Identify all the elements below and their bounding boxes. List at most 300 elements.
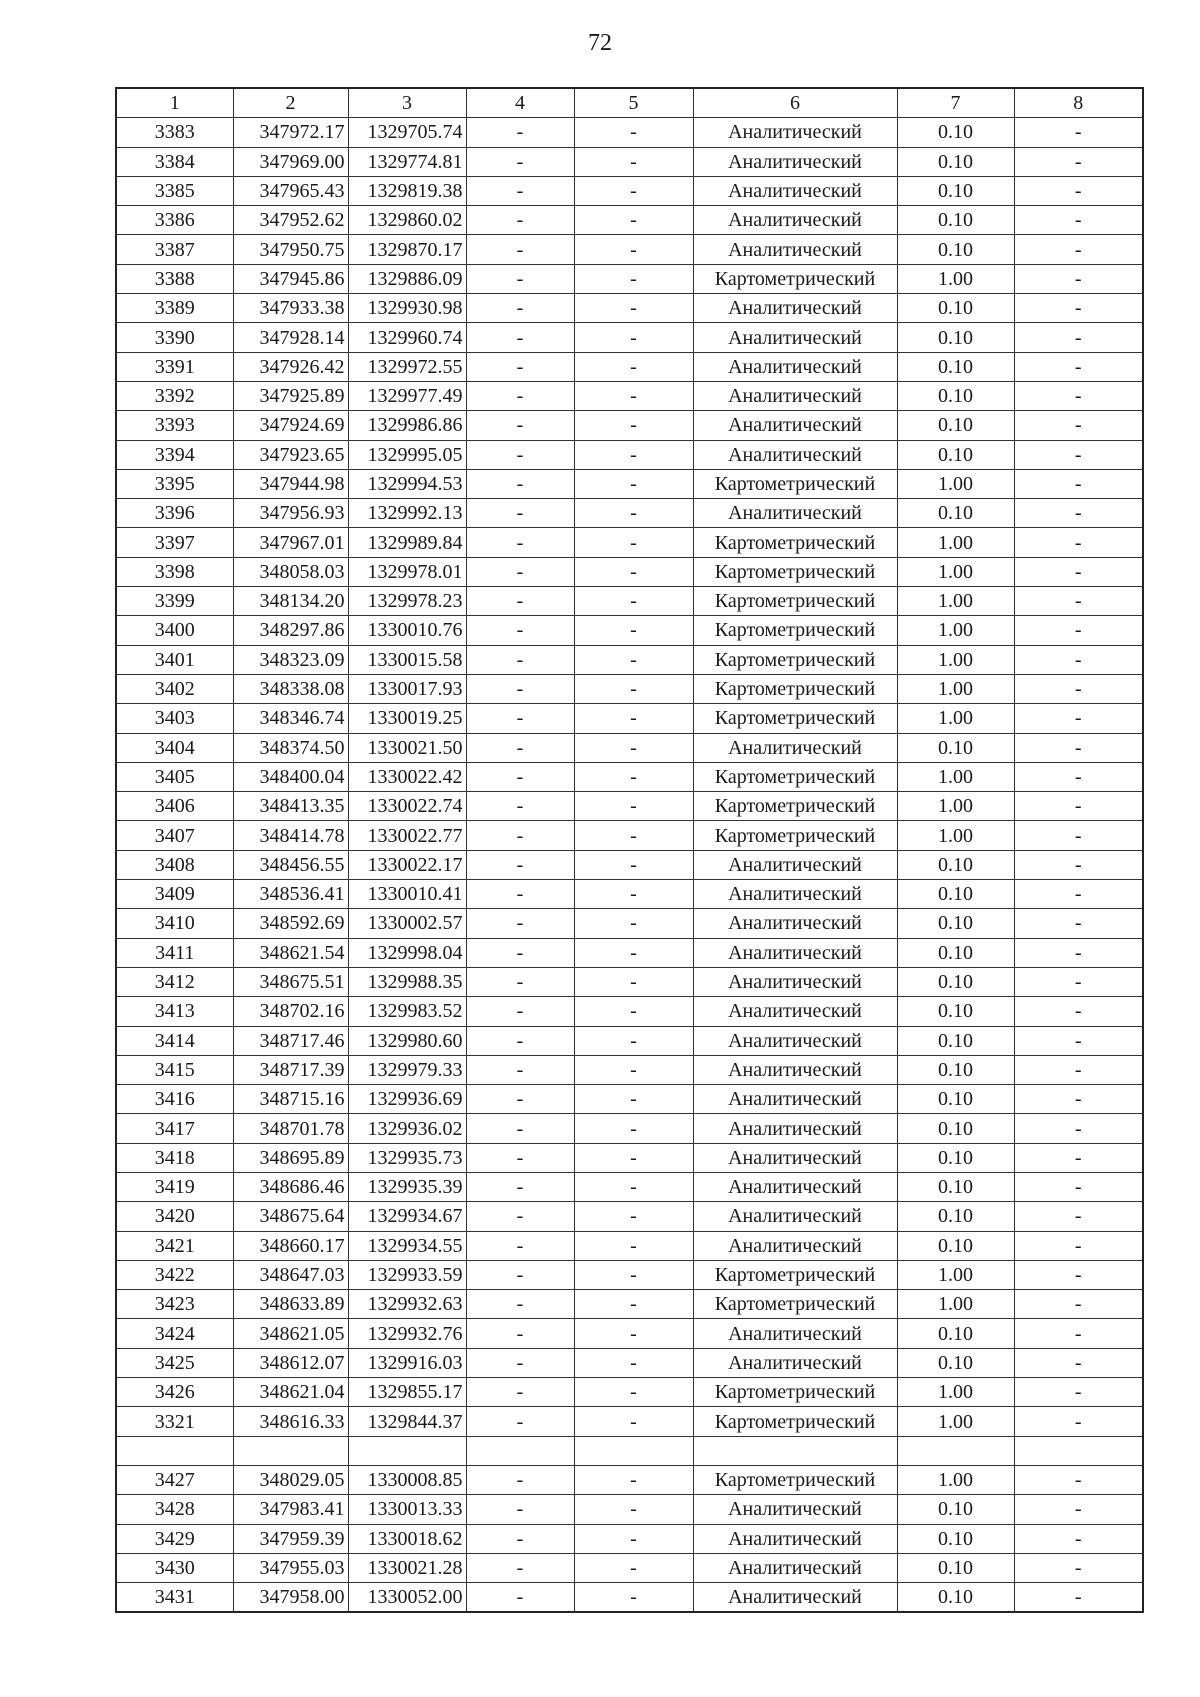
col8-cell: - bbox=[1014, 1378, 1143, 1407]
col8-cell: - bbox=[1014, 1231, 1143, 1260]
method-cell: Картометрический bbox=[693, 704, 897, 733]
accuracy-cell: 0.10 bbox=[897, 1085, 1014, 1114]
col8-cell: - bbox=[1014, 821, 1143, 850]
col5-cell: - bbox=[574, 264, 693, 293]
col4-cell: - bbox=[466, 1407, 574, 1436]
x-coordinate-cell: 348695.89 bbox=[233, 1143, 348, 1172]
y-coordinate-cell: 1329979.33 bbox=[348, 1055, 466, 1084]
col5-cell: - bbox=[574, 1319, 693, 1348]
column-header: 7 bbox=[897, 88, 1014, 118]
col5-cell: - bbox=[574, 1378, 693, 1407]
y-coordinate-cell: 1330013.33 bbox=[348, 1495, 466, 1524]
col5-cell: - bbox=[574, 440, 693, 469]
table-row bbox=[116, 1290, 1143, 1319]
y-coordinate-cell: 1329819.38 bbox=[348, 176, 466, 205]
accuracy-cell: 0.10 bbox=[897, 352, 1014, 381]
col5-cell: - bbox=[574, 294, 693, 323]
col5-cell: - bbox=[574, 1465, 693, 1494]
column-header: 3 bbox=[348, 88, 466, 118]
method-cell: Картометрический bbox=[693, 821, 897, 850]
accuracy-cell: 0.10 bbox=[897, 1495, 1014, 1524]
col8-cell: - bbox=[1014, 147, 1143, 176]
col8-cell: - bbox=[1014, 1202, 1143, 1231]
point-number-cell bbox=[116, 1436, 233, 1465]
accuracy-cell: 0.10 bbox=[897, 411, 1014, 440]
method-cell: Аналитический bbox=[693, 235, 897, 264]
y-coordinate-cell: 1330052.00 bbox=[348, 1583, 466, 1613]
accuracy-cell: 1.00 bbox=[897, 264, 1014, 293]
col5-cell: - bbox=[574, 1583, 693, 1613]
method-cell: Картометрический bbox=[693, 1260, 897, 1289]
accuracy-cell: 1.00 bbox=[897, 1407, 1014, 1436]
table-row bbox=[116, 440, 1143, 469]
col5-cell: - bbox=[574, 235, 693, 264]
y-coordinate-cell: 1329860.02 bbox=[348, 206, 466, 235]
method-cell: Аналитический bbox=[693, 733, 897, 762]
x-coordinate-cell: 348686.46 bbox=[233, 1172, 348, 1201]
method-cell: Картометрический bbox=[693, 587, 897, 616]
col4-cell: - bbox=[466, 1143, 574, 1172]
x-coordinate-cell: 348346.74 bbox=[233, 704, 348, 733]
point-number-cell: 3424 bbox=[116, 1319, 233, 1348]
col5-cell: - bbox=[574, 352, 693, 381]
col8-cell: - bbox=[1014, 880, 1143, 909]
col8-cell: - bbox=[1014, 528, 1143, 557]
table-row bbox=[116, 1583, 1143, 1613]
table-row bbox=[116, 1524, 1143, 1553]
col8-cell: - bbox=[1014, 1172, 1143, 1201]
point-number-cell: 3427 bbox=[116, 1465, 233, 1494]
y-coordinate-cell: 1329998.04 bbox=[348, 938, 466, 967]
point-number-cell: 3400 bbox=[116, 616, 233, 645]
x-coordinate-cell: 348715.16 bbox=[233, 1085, 348, 1114]
col4-cell: - bbox=[466, 587, 574, 616]
col5-cell: - bbox=[574, 206, 693, 235]
col5-cell: - bbox=[574, 704, 693, 733]
col4-cell: - bbox=[466, 1231, 574, 1260]
col4-cell: - bbox=[466, 1378, 574, 1407]
col8-cell: - bbox=[1014, 499, 1143, 528]
point-number-cell: 3408 bbox=[116, 850, 233, 879]
x-coordinate-cell: 347926.42 bbox=[233, 352, 348, 381]
accuracy-cell: 0.10 bbox=[897, 381, 1014, 410]
x-coordinate-cell: 348633.89 bbox=[233, 1290, 348, 1319]
accuracy-cell: 0.10 bbox=[897, 323, 1014, 352]
table-row bbox=[116, 352, 1143, 381]
table-row bbox=[116, 1378, 1143, 1407]
table-row bbox=[116, 1143, 1143, 1172]
table-row bbox=[116, 206, 1143, 235]
col5-cell: - bbox=[574, 1172, 693, 1201]
col4-cell: - bbox=[466, 616, 574, 645]
method-cell: Аналитический bbox=[693, 1524, 897, 1553]
col4-cell: - bbox=[466, 381, 574, 410]
y-coordinate-cell: 1330010.41 bbox=[348, 880, 466, 909]
method-cell: Картометрический bbox=[693, 645, 897, 674]
point-number-cell: 3419 bbox=[116, 1172, 233, 1201]
col5-cell: - bbox=[574, 176, 693, 205]
method-cell: Аналитический bbox=[693, 1553, 897, 1582]
x-coordinate-cell: 347933.38 bbox=[233, 294, 348, 323]
x-coordinate-cell: 347969.00 bbox=[233, 147, 348, 176]
x-coordinate-cell: 348702.16 bbox=[233, 997, 348, 1026]
accuracy-cell: 0.10 bbox=[897, 1172, 1014, 1201]
y-coordinate-cell: 1329886.09 bbox=[348, 264, 466, 293]
y-coordinate-cell: 1329930.98 bbox=[348, 294, 466, 323]
accuracy-cell: 1.00 bbox=[897, 616, 1014, 645]
y-coordinate-cell: 1329936.02 bbox=[348, 1114, 466, 1143]
method-cell: Картометрический bbox=[693, 1407, 897, 1436]
y-coordinate-cell: 1329932.63 bbox=[348, 1290, 466, 1319]
y-coordinate-cell: 1329978.01 bbox=[348, 557, 466, 586]
y-coordinate-cell: 1330008.85 bbox=[348, 1465, 466, 1494]
col4-cell: - bbox=[466, 147, 574, 176]
method-cell: Аналитический bbox=[693, 381, 897, 410]
table-row bbox=[116, 499, 1143, 528]
accuracy-cell: 0.10 bbox=[897, 1231, 1014, 1260]
y-coordinate-cell: 1330017.93 bbox=[348, 674, 466, 703]
accuracy-cell: 1.00 bbox=[897, 1378, 1014, 1407]
col8-cell: - bbox=[1014, 733, 1143, 762]
accuracy-cell: 0.10 bbox=[897, 118, 1014, 147]
table-row bbox=[116, 616, 1143, 645]
col4-cell: - bbox=[466, 938, 574, 967]
y-coordinate-cell: 1330021.50 bbox=[348, 733, 466, 762]
point-number-cell: 3406 bbox=[116, 792, 233, 821]
table-row bbox=[116, 1495, 1143, 1524]
x-coordinate-cell: 347923.65 bbox=[233, 440, 348, 469]
method-cell: Картометрический bbox=[693, 1465, 897, 1494]
table-row bbox=[116, 1172, 1143, 1201]
col4-cell: - bbox=[466, 557, 574, 586]
page-number: 72 bbox=[588, 30, 612, 56]
accuracy-cell: 0.10 bbox=[897, 1319, 1014, 1348]
method-cell: Картометрический bbox=[693, 469, 897, 498]
col4-cell: - bbox=[466, 674, 574, 703]
point-number-cell: 3429 bbox=[116, 1524, 233, 1553]
accuracy-cell: 1.00 bbox=[897, 1260, 1014, 1289]
x-coordinate-cell: 347965.43 bbox=[233, 176, 348, 205]
col8-cell: - bbox=[1014, 176, 1143, 205]
table-row bbox=[116, 1465, 1143, 1494]
y-coordinate-cell: 1329935.73 bbox=[348, 1143, 466, 1172]
col5-cell: - bbox=[574, 1524, 693, 1553]
point-number-cell: 3401 bbox=[116, 645, 233, 674]
method-cell: Аналитический bbox=[693, 206, 897, 235]
col4-cell: - bbox=[466, 352, 574, 381]
method-cell: Аналитический bbox=[693, 499, 897, 528]
method-cell: Аналитический bbox=[693, 1114, 897, 1143]
point-number-cell: 3431 bbox=[116, 1583, 233, 1613]
col4-cell: - bbox=[466, 1260, 574, 1289]
column-header: 2 bbox=[233, 88, 348, 118]
y-coordinate-cell: 1330022.77 bbox=[348, 821, 466, 850]
col5-cell: - bbox=[574, 118, 693, 147]
x-coordinate-cell: 348414.78 bbox=[233, 821, 348, 850]
col4-cell: - bbox=[466, 411, 574, 440]
method-cell: Аналитический bbox=[693, 1348, 897, 1377]
col8-cell: - bbox=[1014, 938, 1143, 967]
col5-cell: - bbox=[574, 1231, 693, 1260]
accuracy-cell: 0.10 bbox=[897, 147, 1014, 176]
accuracy-cell: 0.10 bbox=[897, 1143, 1014, 1172]
x-coordinate-cell: 348413.35 bbox=[233, 792, 348, 821]
point-number-cell: 3430 bbox=[116, 1553, 233, 1582]
table-row bbox=[116, 381, 1143, 410]
table-row bbox=[116, 1553, 1143, 1582]
col4-cell: - bbox=[466, 850, 574, 879]
col4-cell: - bbox=[466, 967, 574, 996]
coordinates-table bbox=[115, 87, 1144, 1613]
x-coordinate-cell: 347955.03 bbox=[233, 1553, 348, 1582]
accuracy-cell: 1.00 bbox=[897, 1465, 1014, 1494]
column-header: 4 bbox=[466, 88, 574, 118]
x-coordinate-cell: 348616.33 bbox=[233, 1407, 348, 1436]
table-row bbox=[116, 528, 1143, 557]
accuracy-cell: 1.00 bbox=[897, 762, 1014, 791]
x-coordinate-cell: 348338.08 bbox=[233, 674, 348, 703]
y-coordinate-cell: 1330022.74 bbox=[348, 792, 466, 821]
x-coordinate-cell: 347945.86 bbox=[233, 264, 348, 293]
col5-cell: - bbox=[574, 762, 693, 791]
col5-cell: - bbox=[574, 147, 693, 176]
col8-cell: - bbox=[1014, 1085, 1143, 1114]
col8-cell: - bbox=[1014, 674, 1143, 703]
col8-cell bbox=[1014, 1436, 1143, 1465]
method-cell: Картометрический bbox=[693, 762, 897, 791]
y-coordinate-cell: 1330002.57 bbox=[348, 909, 466, 938]
y-coordinate-cell: 1329983.52 bbox=[348, 997, 466, 1026]
y-coordinate-cell: 1329988.35 bbox=[348, 967, 466, 996]
point-number-cell: 3321 bbox=[116, 1407, 233, 1436]
col8-cell: - bbox=[1014, 645, 1143, 674]
x-coordinate-cell: 348647.03 bbox=[233, 1260, 348, 1289]
method-cell: Аналитический bbox=[693, 294, 897, 323]
col5-cell: - bbox=[574, 323, 693, 352]
accuracy-cell: 0.10 bbox=[897, 294, 1014, 323]
col5-cell: - bbox=[574, 1495, 693, 1524]
accuracy-cell: 1.00 bbox=[897, 528, 1014, 557]
table-row bbox=[116, 176, 1143, 205]
col4-cell: - bbox=[466, 1085, 574, 1114]
col4-cell: - bbox=[466, 118, 574, 147]
col4-cell: - bbox=[466, 440, 574, 469]
col8-cell: - bbox=[1014, 352, 1143, 381]
col5-cell: - bbox=[574, 1290, 693, 1319]
y-coordinate-cell: 1329995.05 bbox=[348, 440, 466, 469]
col5-cell: - bbox=[574, 557, 693, 586]
col8-cell: - bbox=[1014, 1055, 1143, 1084]
point-number-cell: 3399 bbox=[116, 587, 233, 616]
col4-cell: - bbox=[466, 733, 574, 762]
table-row bbox=[116, 909, 1143, 938]
x-coordinate-cell: 348717.39 bbox=[233, 1055, 348, 1084]
point-number-cell: 3404 bbox=[116, 733, 233, 762]
point-number-cell: 3403 bbox=[116, 704, 233, 733]
col4-cell: - bbox=[466, 997, 574, 1026]
table-row bbox=[116, 1436, 1143, 1465]
col8-cell: - bbox=[1014, 1114, 1143, 1143]
point-number-cell: 3417 bbox=[116, 1114, 233, 1143]
col5-cell: - bbox=[574, 674, 693, 703]
column-header: 8 bbox=[1014, 88, 1143, 118]
col5-cell: - bbox=[574, 587, 693, 616]
accuracy-cell: 1.00 bbox=[897, 792, 1014, 821]
method-cell: Аналитический bbox=[693, 1055, 897, 1084]
table-row bbox=[116, 850, 1143, 879]
y-coordinate-cell bbox=[348, 1436, 466, 1465]
x-coordinate-cell: 347972.17 bbox=[233, 118, 348, 147]
method-cell: Аналитический bbox=[693, 440, 897, 469]
col4-cell: - bbox=[466, 1290, 574, 1319]
point-number-cell: 3416 bbox=[116, 1085, 233, 1114]
accuracy-cell: 0.10 bbox=[897, 1553, 1014, 1582]
point-number-cell: 3384 bbox=[116, 147, 233, 176]
x-coordinate-cell: 347958.00 bbox=[233, 1583, 348, 1613]
col5-cell: - bbox=[574, 528, 693, 557]
table-row bbox=[116, 323, 1143, 352]
x-coordinate-cell: 348374.50 bbox=[233, 733, 348, 762]
accuracy-cell: 0.10 bbox=[897, 1524, 1014, 1553]
accuracy-cell: 0.10 bbox=[897, 1348, 1014, 1377]
method-cell: Аналитический bbox=[693, 1143, 897, 1172]
col5-cell: - bbox=[574, 821, 693, 850]
column-header: 6 bbox=[693, 88, 897, 118]
col8-cell: - bbox=[1014, 1583, 1143, 1613]
col8-cell: - bbox=[1014, 1143, 1143, 1172]
table-row bbox=[116, 1231, 1143, 1260]
x-coordinate-cell: 348029.05 bbox=[233, 1465, 348, 1494]
y-coordinate-cell: 1329870.17 bbox=[348, 235, 466, 264]
header-row bbox=[116, 88, 1143, 118]
method-cell: Аналитический bbox=[693, 997, 897, 1026]
col8-cell: - bbox=[1014, 1407, 1143, 1436]
x-coordinate-cell: 348675.64 bbox=[233, 1202, 348, 1231]
table-row bbox=[116, 733, 1143, 762]
col5-cell: - bbox=[574, 938, 693, 967]
x-coordinate-cell: 347950.75 bbox=[233, 235, 348, 264]
col5-cell: - bbox=[574, 381, 693, 410]
x-coordinate-cell: 347959.39 bbox=[233, 1524, 348, 1553]
accuracy-cell: 1.00 bbox=[897, 645, 1014, 674]
point-number-cell: 3423 bbox=[116, 1290, 233, 1319]
accuracy-cell: 0.10 bbox=[897, 909, 1014, 938]
col8-cell: - bbox=[1014, 850, 1143, 879]
col5-cell: - bbox=[574, 1143, 693, 1172]
y-coordinate-cell: 1330022.17 bbox=[348, 850, 466, 879]
col5-cell: - bbox=[574, 1026, 693, 1055]
x-coordinate-cell: 347925.89 bbox=[233, 381, 348, 410]
table-row bbox=[116, 967, 1143, 996]
col4-cell: - bbox=[466, 1114, 574, 1143]
col8-cell: - bbox=[1014, 1348, 1143, 1377]
col5-cell: - bbox=[574, 499, 693, 528]
col8-cell: - bbox=[1014, 235, 1143, 264]
col8-cell: - bbox=[1014, 1290, 1143, 1319]
point-number-cell: 3420 bbox=[116, 1202, 233, 1231]
y-coordinate-cell: 1329978.23 bbox=[348, 587, 466, 616]
col8-cell: - bbox=[1014, 1553, 1143, 1582]
accuracy-cell: 0.10 bbox=[897, 440, 1014, 469]
col4-cell: - bbox=[466, 294, 574, 323]
point-number-cell: 3409 bbox=[116, 880, 233, 909]
y-coordinate-cell: 1330022.42 bbox=[348, 762, 466, 791]
col8-cell: - bbox=[1014, 1495, 1143, 1524]
col8-cell: - bbox=[1014, 1465, 1143, 1494]
col4-cell: - bbox=[466, 1172, 574, 1201]
method-cell bbox=[693, 1436, 897, 1465]
table-row bbox=[116, 674, 1143, 703]
col4-cell: - bbox=[466, 1495, 574, 1524]
point-number-cell: 3398 bbox=[116, 557, 233, 586]
point-number-cell: 3396 bbox=[116, 499, 233, 528]
table-row bbox=[116, 704, 1143, 733]
x-coordinate-cell: 347967.01 bbox=[233, 528, 348, 557]
method-cell: Аналитический bbox=[693, 176, 897, 205]
point-number-cell: 3425 bbox=[116, 1348, 233, 1377]
method-cell: Аналитический bbox=[693, 1583, 897, 1613]
y-coordinate-cell: 1329855.17 bbox=[348, 1378, 466, 1407]
col4-cell: - bbox=[466, 264, 574, 293]
col4-cell: - bbox=[466, 528, 574, 557]
accuracy-cell: 0.10 bbox=[897, 733, 1014, 762]
method-cell: Аналитический bbox=[693, 323, 897, 352]
point-number-cell: 3428 bbox=[116, 1495, 233, 1524]
method-cell: Картометрический bbox=[693, 557, 897, 586]
point-number-cell: 3426 bbox=[116, 1378, 233, 1407]
col4-cell: - bbox=[466, 1319, 574, 1348]
table-row bbox=[116, 938, 1143, 967]
method-cell: Картометрический bbox=[693, 528, 897, 557]
method-cell: Аналитический bbox=[693, 1085, 897, 1114]
col5-cell: - bbox=[574, 1553, 693, 1582]
y-coordinate-cell: 1329960.74 bbox=[348, 323, 466, 352]
point-number-cell: 3410 bbox=[116, 909, 233, 938]
col8-cell: - bbox=[1014, 704, 1143, 733]
x-coordinate-cell: 348701.78 bbox=[233, 1114, 348, 1143]
x-coordinate-cell: 348675.51 bbox=[233, 967, 348, 996]
y-coordinate-cell: 1329935.39 bbox=[348, 1172, 466, 1201]
accuracy-cell: 1.00 bbox=[897, 704, 1014, 733]
col8-cell: - bbox=[1014, 118, 1143, 147]
col8-cell: - bbox=[1014, 616, 1143, 645]
col5-cell: - bbox=[574, 792, 693, 821]
x-coordinate-cell: 347944.98 bbox=[233, 469, 348, 498]
y-coordinate-cell: 1329992.13 bbox=[348, 499, 466, 528]
point-number-cell: 3407 bbox=[116, 821, 233, 850]
col8-cell: - bbox=[1014, 1524, 1143, 1553]
y-coordinate-cell: 1329916.03 bbox=[348, 1348, 466, 1377]
point-number-cell: 3415 bbox=[116, 1055, 233, 1084]
method-cell: Картометрический bbox=[693, 616, 897, 645]
y-coordinate-cell: 1329934.67 bbox=[348, 1202, 466, 1231]
method-cell: Аналитический bbox=[693, 909, 897, 938]
col8-cell: - bbox=[1014, 909, 1143, 938]
col5-cell: - bbox=[574, 909, 693, 938]
table-row bbox=[116, 1348, 1143, 1377]
col8-cell: - bbox=[1014, 469, 1143, 498]
accuracy-cell: 0.10 bbox=[897, 1202, 1014, 1231]
x-coordinate-cell: 348592.69 bbox=[233, 909, 348, 938]
method-cell: Аналитический bbox=[693, 938, 897, 967]
method-cell: Картометрический bbox=[693, 1378, 897, 1407]
accuracy-cell: 0.10 bbox=[897, 880, 1014, 909]
col4-cell: - bbox=[466, 1202, 574, 1231]
col8-cell: - bbox=[1014, 792, 1143, 821]
table-row bbox=[116, 762, 1143, 791]
point-number-cell: 3383 bbox=[116, 118, 233, 147]
x-coordinate-cell: 347952.62 bbox=[233, 206, 348, 235]
